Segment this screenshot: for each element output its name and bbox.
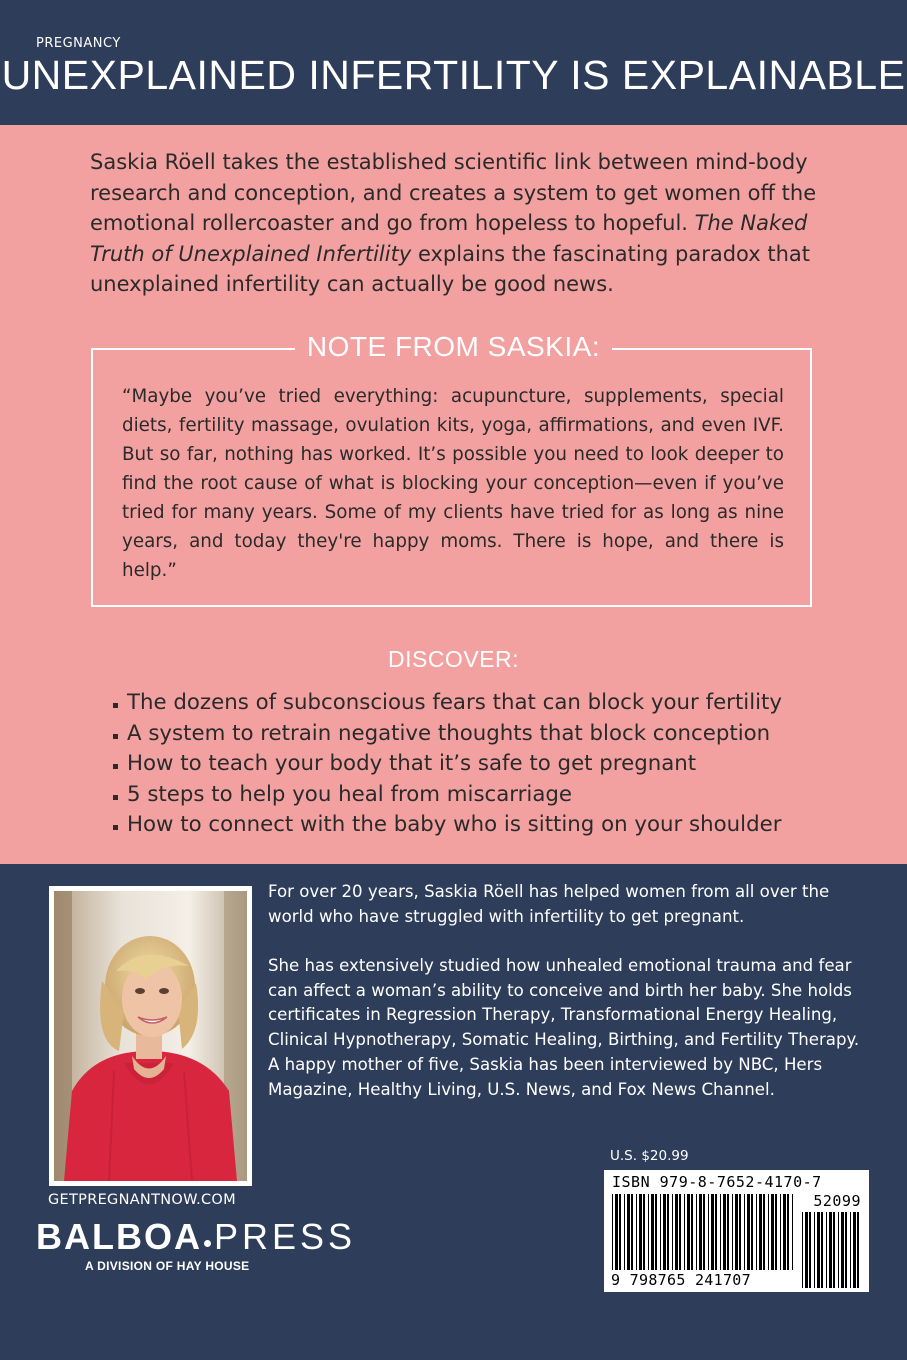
- barcode-bar: [756, 1194, 757, 1270]
- note-quote: “Maybe you’ve tried everything: acupuncture, supplements, special diets, fertility massage, ovulation kits, yoga, affirmations, and even IVF. But so far, nothing has worked. It’s possible you need to look deeper to find the root cause of what is blocking your conception—even if you’ve tried for many years. Some of my clients have tried for as long as nine years, and today they're happy moms. There is hope, and there is help.”: [122, 386, 784, 581]
- barcode-bar: [763, 1194, 765, 1270]
- back-cover-headline: UNEXPLAINED INFERTILITY IS EXPLAINABLE: [1, 52, 906, 98]
- barcode-bar: [687, 1194, 690, 1270]
- barcode-bar: [711, 1194, 714, 1270]
- barcode-bar: [627, 1194, 630, 1270]
- barcode-bar: [679, 1194, 681, 1270]
- barcode-bar: [759, 1194, 762, 1270]
- barcode-bar: [783, 1194, 786, 1270]
- barcode-bar: [720, 1194, 721, 1270]
- intro-text-2: explains the fascinating paradox that unexplained infertility can actually be good news.: [90, 241, 810, 296]
- discover-item: How to connect with the baby who is sitting on your shoulder: [110, 810, 782, 841]
- barcode-bar: [696, 1194, 697, 1270]
- publisher-division: A DIVISION OF HAY HOUSE: [85, 1259, 250, 1273]
- discover-item: How to teach your body that it’s safe to get pregnant: [110, 749, 782, 780]
- barcode-bar: [631, 1194, 633, 1270]
- barcode-bar: [660, 1194, 661, 1270]
- barcode-bar: [845, 1212, 847, 1288]
- barcode-bar: [744, 1194, 745, 1270]
- barcode-bar: [814, 1212, 815, 1288]
- barcode-bar: [643, 1194, 645, 1270]
- publisher-name-bold: BALBOA: [36, 1216, 202, 1257]
- barcode-bar: [751, 1194, 753, 1270]
- note-title: [0, 331, 907, 363]
- barcode-bar: [821, 1212, 823, 1288]
- barcode-bar: [809, 1212, 811, 1288]
- barcode-bar: [639, 1194, 642, 1270]
- barcode-bar: [691, 1194, 693, 1270]
- barcode-bar: [723, 1194, 726, 1270]
- barcode-bar: [727, 1194, 729, 1270]
- barcode-bar: [771, 1194, 774, 1270]
- barcode-bar: [663, 1194, 666, 1270]
- publisher-name-light: PRESS: [213, 1216, 357, 1257]
- barcode-bar: [853, 1212, 856, 1288]
- barcode-bar: [780, 1194, 781, 1270]
- barcode-bar: [735, 1194, 738, 1270]
- isbn-barcode: [604, 1170, 869, 1292]
- barcode-bar: [841, 1212, 844, 1288]
- barcode-bar: [747, 1194, 750, 1270]
- barcode-bar: [612, 1194, 613, 1270]
- barcode-bar: [675, 1194, 678, 1270]
- discover-item: The dozens of subconscious fears that can block your fertility: [110, 688, 782, 719]
- barcode-bar: [829, 1212, 832, 1288]
- discover-title: DISCOVER:: [387, 646, 520, 672]
- price-addon-code: 52099: [813, 1192, 861, 1210]
- barcode-digits: 9 798765 241707: [611, 1271, 751, 1289]
- barcode-bar: [655, 1194, 657, 1270]
- barcode-bar: [624, 1194, 625, 1270]
- author-website: GETPREGNANTNOW.COM: [48, 1192, 236, 1208]
- barcode-bar: [648, 1194, 649, 1270]
- barcode-bar: [739, 1194, 741, 1270]
- barcode-bar: [732, 1194, 733, 1270]
- barcode-bar: [792, 1194, 793, 1270]
- barcode-bar: [672, 1194, 673, 1270]
- barcode-bar: [619, 1194, 621, 1270]
- discover-item: A system to retrain negative thoughts that block conception: [110, 719, 782, 750]
- barcode-bar: [699, 1194, 702, 1270]
- barcode-bar: [708, 1194, 709, 1270]
- barcode-bar: [857, 1212, 859, 1288]
- barcode-bar: [768, 1194, 769, 1270]
- barcode-bar: [636, 1194, 637, 1270]
- barcode-bar: [775, 1194, 777, 1270]
- intro-paragraph: [90, 147, 830, 300]
- note-title-text: NOTE FROM SASKIA:: [295, 331, 612, 362]
- barcode-bar: [817, 1212, 820, 1288]
- barcode-bar: [615, 1194, 618, 1270]
- barcode-bar: [833, 1212, 835, 1288]
- author-bio-paragraph-2: She has extensively studied how unhealed emotional trauma and fear can affect a woman’s ability to conceive and birth her baby. She holds certificates in Regression Therapy, Transformational Energy Healing, Clinical Hypnotherapy, Somatic Healing, Birthing, and Fertility Therapy. A happy mother of five, Saskia has been interviewed by NBC, Hers Magazine, Healthy Living, U.S. News, and Fox News Channel.: [268, 956, 860, 1099]
- barcode-bar: [802, 1212, 803, 1288]
- book-title: The Naked Truth of Unexplained Infertility: [90, 211, 808, 266]
- barcode-bar: [715, 1194, 717, 1270]
- author-photo-frame: [49, 886, 252, 1186]
- intro-text-1: Saskia Röell takes the established scientific link between mind-body research and conception, and creates a system to get women off the emotional rollercoaster and go from hopeless to hopeful.: [90, 150, 817, 235]
- barcode-bar: [703, 1194, 705, 1270]
- barcode-bar: [667, 1194, 669, 1270]
- author-photo: [54, 891, 247, 1181]
- barcode-bar: [805, 1212, 808, 1288]
- publisher-logo: [36, 1216, 356, 1258]
- barcode-bar: [838, 1212, 839, 1288]
- publisher-dot-icon: [204, 1240, 211, 1247]
- discover-list: [110, 688, 782, 841]
- isbn-label: ISBN 979-8-7652-4170-7: [612, 1173, 822, 1191]
- discover-item: 5 steps to help you heal from miscarriage: [110, 780, 782, 811]
- price-label: U.S. $20.99: [610, 1148, 689, 1164]
- barcode-bar: [850, 1212, 851, 1288]
- barcode-bar: [651, 1194, 654, 1270]
- barcode-bar: [684, 1194, 685, 1270]
- category-label: PREGNANCY: [36, 36, 121, 51]
- barcode-bar: [787, 1194, 789, 1270]
- author-bio-paragraph-1: For over 20 years, Saskia Röell has helped women from all over the world who have struggled with infertility to get pregnant.: [268, 882, 830, 926]
- barcode-bar: [826, 1212, 827, 1288]
